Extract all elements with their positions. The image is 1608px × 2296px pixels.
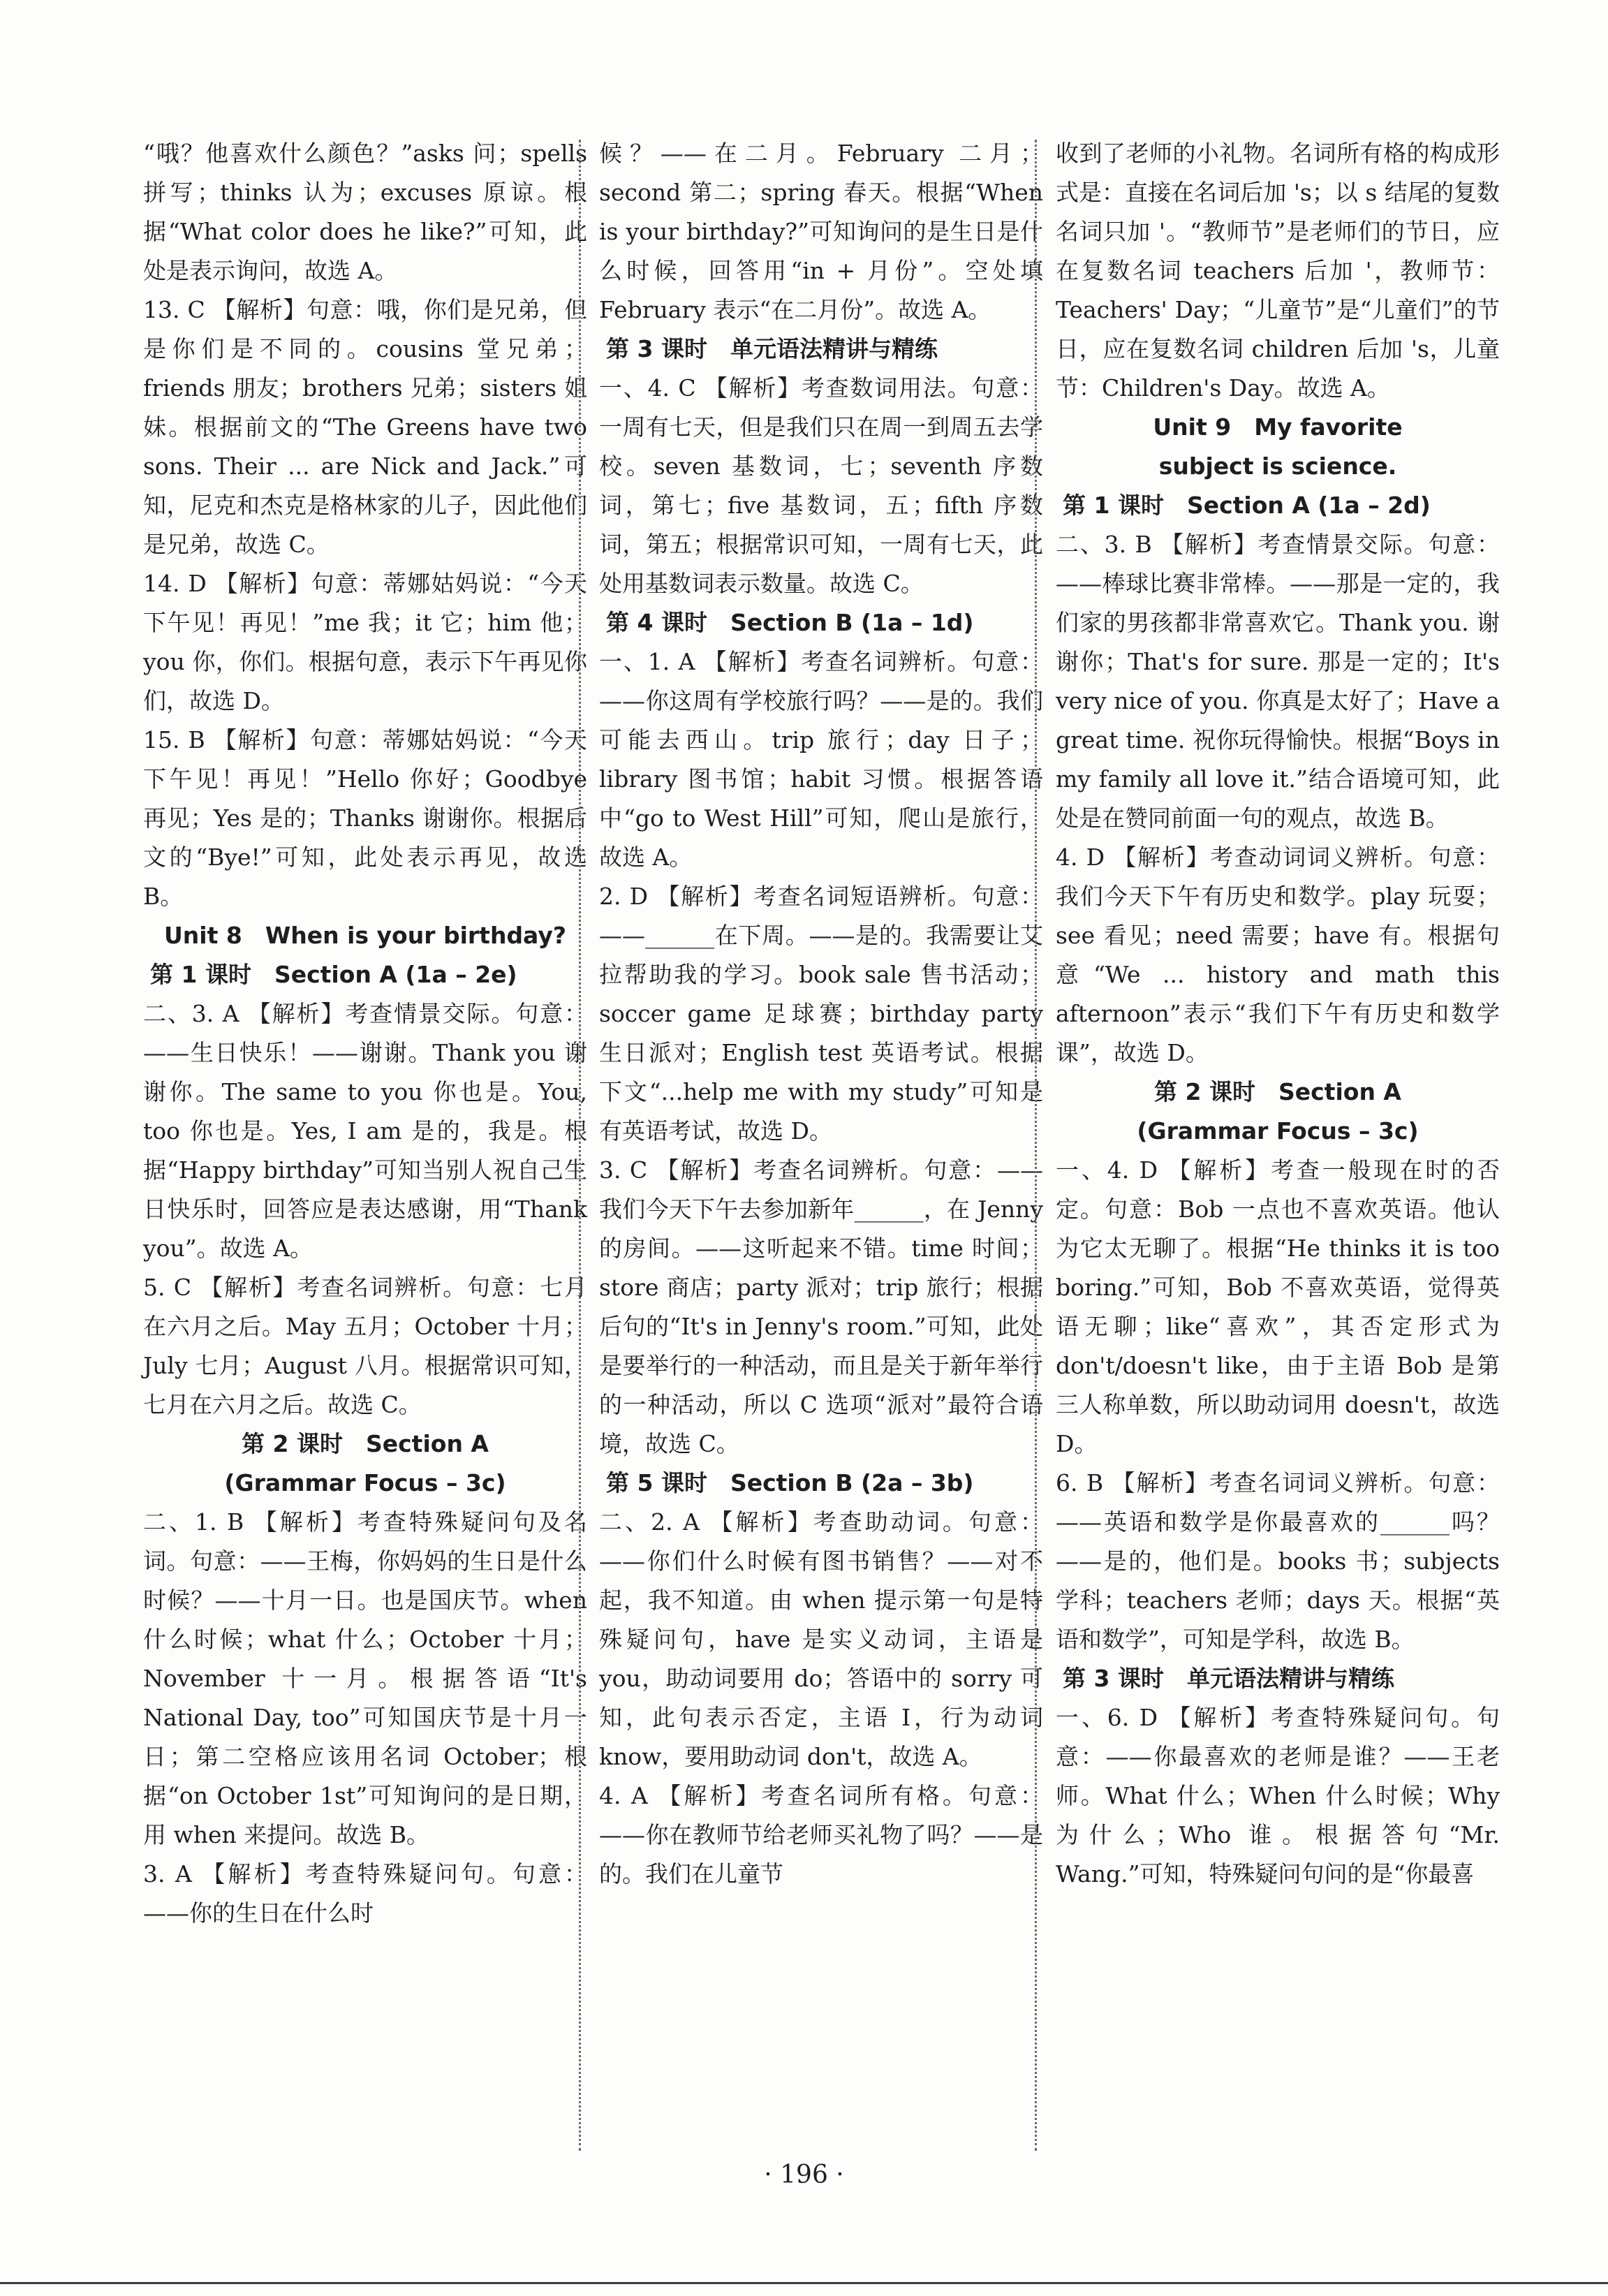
section-heading: Unit 8 When is your birthday? [164, 922, 566, 949]
section-heading: 第 4 课时 Section B (1a – 1d) [606, 609, 974, 636]
section-heading: 第 1 课时 Section A (1a – 2e) [150, 961, 517, 988]
answer-paragraph: 二、1. B 【解析】考查特殊疑问句及名词。句意：——王梅，你妈妈的生日是什么时候？——十月一日。也是国庆节。when 什么时候；what 什么；October 十月；November 十一月。根据答语“It's National Day, too”可知国庆节是十月一日；第二空格应该用名词 October；根据“on October 1st”可知询问的是日期，用 when 来提问。故选 B。 [143, 1508, 587, 1848]
column-separator [579, 140, 581, 2151]
answer-paragraph: 收到了老师的小礼物。名词所有格的构成形式是：直接在名词后加 's；以 s 结尾的复数名词只加 '。“教师节”是老师们的节日，应在复数名词 teachers 后加 '，教师节：Teachers' Day；“儿童节”是“儿童们”的节日，应在复数名词 children 后加 's，儿童节：Children's Day。故选 A。 [1056, 140, 1500, 402]
middle-column [599, 134, 1043, 1894]
section-heading: (Grammar Focus – 3c) [224, 1469, 506, 1496]
section-heading: 第 2 课时 Section A [242, 1430, 489, 1457]
answer-paragraph: 4. A 【解析】考查名词所有格。句意：——你在教师节给老师买礼物了吗？——是的。我们在儿童节 [599, 1782, 1043, 1887]
right-column [1056, 134, 1500, 1894]
answer-paragraph: 候？——在二月。February 二月；second 第二；spring 春天。根据“When is your birthday?”可知询问的是生日是什么时候，回答用“in + 月份”。空处填 February 表示“在二月份”。故选 A。 [599, 140, 1043, 323]
answer-paragraph: 一、1. A 【解析】考查名词辨析。句意：——你这周有学校旅行吗？——是的。我们可能去西山。trip 旅行；day 日子；library 图书馆；habit 习惯。根据答语中“go to West Hill”可知，爬山是旅行，故选 A。 [599, 648, 1043, 871]
section-heading: 第 1 课时 Section A (1a – 2d) [1063, 492, 1431, 519]
answer-paragraph: 6. B 【解析】考查名词词义辨析。句意：——英语和数学是你最喜欢的______吗？——是的，他们是。books 书；subjects 学科；teachers 老师；days 天。根据“英语和数学”，可知是学科，故选 B。 [1056, 1469, 1500, 1653]
section-heading: 第 3 课时 单元语法精讲与精练 [606, 335, 938, 362]
answer-paragraph: “哦？他喜欢什么颜色？”asks 问；spells 拼写；thinks 认为；excuses 原谅。根据“What color does he like?”可知，此处是表示询问，故选 A。 [143, 140, 587, 284]
section-heading: 第 2 课时 Section A [1154, 1078, 1401, 1105]
section-heading: 第 5 课时 Section B (2a – 3b) [606, 1469, 974, 1496]
answer-paragraph: 二、2. A 【解析】考查助动词。句意：——你们什么时候有图书销售？——对不起，我不知道。由 when 提示第一句是特殊疑问句，have 是实义动词，主语是 you，助动词要用 do；答语中的 sorry 可知，此句表示否定，主语 I，行为动词 know，要用助动词 don't，故选 A。 [599, 1508, 1043, 1770]
answer-paragraph: 13. C 【解析】句意：哦，你们是兄弟，但是你们是不同的。cousins 堂兄弟；friends 朋友；brothers 兄弟；sisters 姐妹。根据前文的“The Greens have two sons. Their ... are Nick and Jack.”可知，尼克和杰克是格林家的儿子，因此他们是兄弟，故选 C。 [143, 296, 587, 558]
bottom-rule [0, 2282, 1608, 2284]
answer-paragraph: 3. A 【解析】考查特殊疑问句。句意：——你的生日在什么时 [143, 1860, 587, 1927]
section-heading: subject is science. [1158, 452, 1397, 480]
answer-paragraph: 15. B 【解析】句意：蒂娜姑妈说：“今天下午见！再见！”Hello 你好；Goodbye 再见；Yes 是的；Thanks 谢谢你。根据后文的“Bye!”可知，此处表示再见，故选 B。 [143, 726, 587, 910]
answer-paragraph: 14. D 【解析】句意：蒂娜姑妈说：“今天下午见！再见！”me 我；it 它；him 他；you 你，你们。根据句意，表示下午再见你们，故选 D。 [143, 570, 587, 714]
answer-paragraph: 一、4. D 【解析】考查一般现在时的否定。句意：Bob 一点也不喜欢英语。他认为它太无聊了。根据“He thinks it is too boring.”可知，Bob 不喜欢英语，觉得英语无聊；like“喜欢”，其否定形式为 don't/doesn't like，由于主语 Bob 是第三人称单数，所以助动词用 doesn't，故选 D。 [1056, 1156, 1500, 1457]
answer-paragraph: 4. D 【解析】考查动词词义辨析。句意：我们今天下午有历史和数学。play 玩耍；see 看见；need 需要；have 有。根据句意“We ... history and math this afternoon”表示“我们下午有历史和数学课”，故选 D。 [1056, 844, 1500, 1066]
answer-paragraph: 一、4. C 【解析】考查数词用法。句意：一周有七天，但是我们只在周一到周五去学校。seven 基数词，七；seventh 序数词，第七；five 基数词，五；fifth 序数词，第五；根据常识可知，一周有七天，此处用基数词表示数量。故选 C。 [599, 374, 1043, 597]
section-heading: Unit 9 My favorite [1153, 413, 1403, 441]
section-heading: (Grammar Focus – 3c) [1137, 1117, 1419, 1145]
left-column [143, 134, 587, 1933]
answer-paragraph: 二、3. A 【解析】考查情景交际。句意：——生日快乐！——谢谢。Thank you 谢谢你。The same to you 你也是。You, too 你也是。Yes, I am 是的，我是。根据“Happy birthday”可知当别人祝自己生日快乐时，回答应是表达感谢，用“Thank you”。故选 A。 [143, 1000, 587, 1262]
answer-paragraph: 二、3. B 【解析】考查情景交际。句意：——棒球比赛非常棒。——那是一定的，我们家的男孩都非常喜欢它。Thank you. 谢谢你；That's for sure. 那是一定的；It's very nice of you. 你真是太好了；Have a great time. 祝你玩得愉快。根据“Boys in my family all love it.”结合语境可知，此处是在赞同前面一句的观点，故选 B。 [1056, 531, 1500, 832]
answer-paragraph: 5. C 【解析】考查名词辨析。句意：七月在六月之后。May 五月；October 十月；July 七月；August 八月。根据常识可知，七月在六月之后。故选 C。 [143, 1274, 587, 1418]
answer-paragraph: 2. D 【解析】考查名词短语辨析。句意：——______在下周。——是的。我需要让艾拉帮助我的学习。book sale 售书活动；soccer game 足球赛；birthday party 生日派对；English test 英语考试。根据下文“...help me with my study”可知是有英语考试，故选 D。 [599, 883, 1043, 1145]
section-heading: 第 3 课时 单元语法精讲与精练 [1063, 1665, 1394, 1692]
answer-paragraph: 3. C 【解析】考查名词辨析。句意：——我们今天下午去参加新年______，在 Jenny 的房间。——这听起来不错。time 时间；store 商店；party 派对；trip 旅行；根据后句的“It's in Jenny's room.”可知，此处是要举行的一种活动，而且是关于新年举行的一种活动，所以 C 选项“派对”最符合语境，故选 C。 [599, 1156, 1043, 1457]
answer-paragraph: 一、6. D 【解析】考查特殊疑问句。句意：——你最喜欢的老师是谁？——王老师。What 什么；When 什么时候；Why 为什么；Who 谁。根据答句“Mr. Wang.”可知，特殊疑问句问的是“你最喜 [1056, 1704, 1500, 1887]
page-number: · 196 · [764, 2161, 844, 2189]
column-separator [1035, 140, 1037, 2151]
